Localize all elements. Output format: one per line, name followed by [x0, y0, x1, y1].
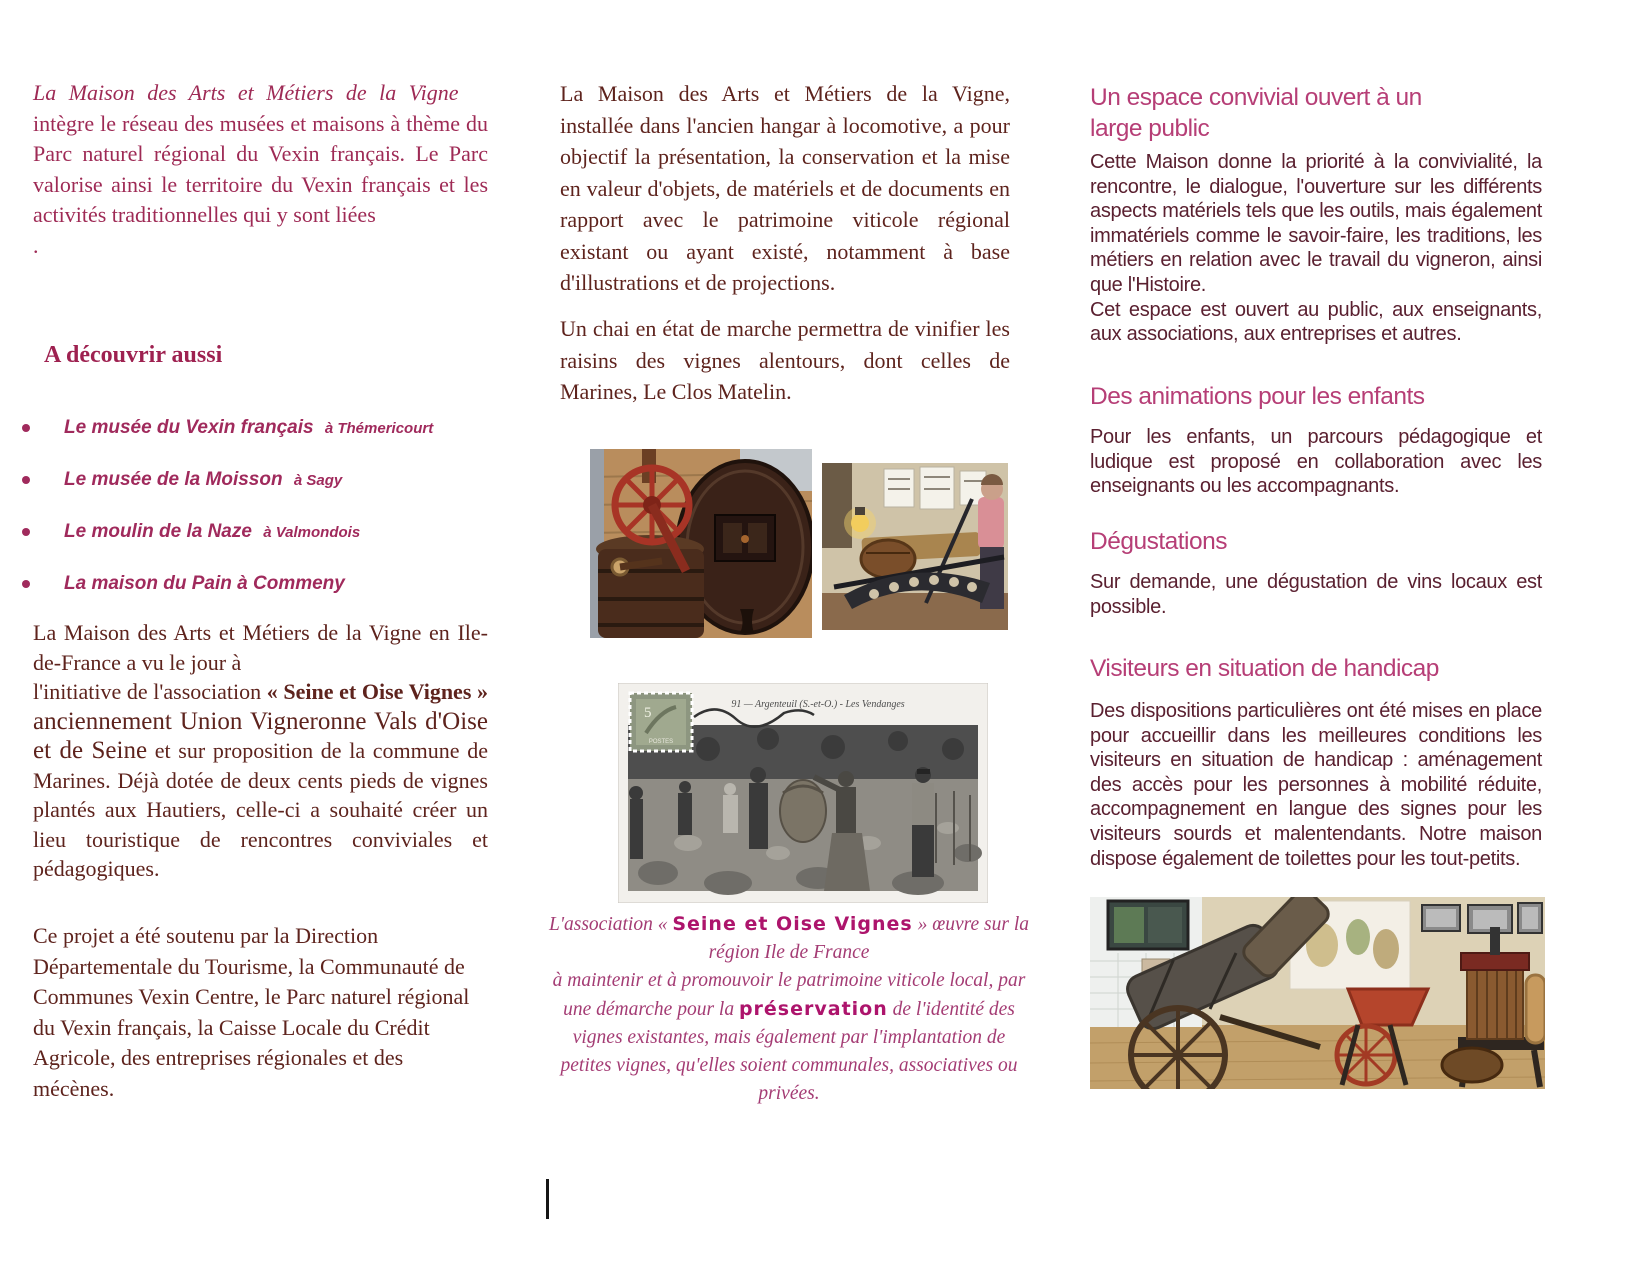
bullet-icon: [22, 476, 30, 484]
chai-paragraph: Un chai en état de marche permettra de vinifier les raisins des vignes alentours, dont celles de Marines, Le Clos Matelin.: [560, 316, 1010, 404]
postcard-title: 91 — Argenteuil (S.-et-O.) - Les Vendanges: [731, 699, 905, 710]
photo-museum-collection-art: [1090, 897, 1545, 1089]
intro-title-italic: La Maison des Arts et Métiers de la Vigne: [33, 80, 459, 105]
intro-text: intègre le réseau des musées et maisons à thème du Parc naturel régional du Vexin français. Le Parc valorise ainsi le territoire du Vexin français et les activités traditionnelles qui y sont liées: [33, 110, 488, 227]
bullet-icon: [22, 580, 30, 588]
history-line2-start: l'initiative de l'association: [33, 679, 267, 704]
list-item-musee-moisson: [22, 468, 484, 493]
postcard-art: [618, 683, 988, 903]
caption-association-name: Seine et Oise Vignes: [672, 913, 913, 935]
association-name-bold: « Seine et Oise Vignes »: [266, 679, 489, 704]
degustations-body: Sur demande, une dégustation de vins locaux est possible.: [1090, 571, 1542, 618]
stray-dot: .: [33, 232, 39, 258]
animations-enfants-body: Pour les enfants, un parcours pédagogique et ludique est proposé en collaboration avec les enseignants ou les accompagnants.: [1090, 426, 1542, 498]
list-item-moulin-naze: [22, 520, 484, 545]
bullet-place: à Sagy: [293, 472, 343, 489]
postcard-vendanges: [618, 683, 988, 903]
caption-part2: » œuvre sur la région Ile de France: [708, 914, 1029, 963]
heading-degustations: Dégustations: [1090, 528, 1228, 555]
discover-list: [22, 416, 484, 624]
caption-part1: L'association «: [548, 914, 673, 935]
espace-convivial-body: [1090, 150, 1542, 347]
espace-body-part2: Cet espace est ouvert au public, aux enseignants, aux associations, aux entreprises et autres.: [1090, 298, 1542, 346]
photo-museum-interior: [822, 463, 1008, 630]
heading-animations-enfants: Des animations pour les enfants: [1090, 383, 1425, 410]
heading-espace-convivial: [1090, 82, 1545, 144]
photo-museum-collection: [1090, 897, 1545, 1089]
photo-wine-press-barrels-art: [590, 449, 812, 638]
heading-espace-line1: Un espace convivial ouvert à un: [1090, 84, 1422, 111]
heading-visiteurs-handicap: Visiteurs en situation de handicap: [1090, 655, 1439, 682]
bullet-label: Le musée de la Moisson: [64, 469, 283, 490]
caption-part4: de l'identité des vignes existantes, mais également par l'implantation de petites vignes, qu'elles soient communales, associatives ou privées.: [560, 999, 1018, 1104]
support-paragraph: Ce projet a été soutenu par la Direction Départementale du Tourisme, la Communauté de Communes Vexin Centre, le Parc naturel régional du Vexin français, la Caisse Locale du Crédit Agricole, des entreprises régionales et des mécènes.: [33, 923, 470, 1101]
caption-part3: à maintenir et à promouvoir le patrimoine viticole local, par une démarche pour la: [552, 970, 1026, 1020]
espace-body-part1: Cette Maison donne la priorité à la convivialité, la rencontre, le dialogue, l'ouverture sur les différents aspects matériels tels que les outils, mais également immatériels comme le savoir-faire, les traditions, les métiers en relation avec le travail du vigneron, ainsi que l'Histoire.: [1090, 151, 1542, 296]
bullet-label: Le moulin de la Naze: [64, 521, 252, 542]
caption-keyword: préservation: [738, 998, 888, 1020]
visiteurs-handicap-body: Des dispositions particulières ont été mises en place pour accueillir dans les meilleures conditions les visiteurs en situation de handicap : aménagement des accès pour les personnes à mobilité réduite, accompagnement en langue des signes pour les visiteurs sourds et malentendants. Notre maison dispose également de toilettes pour les tout-petits.: [1090, 700, 1542, 870]
presentation-paragraph: La Maison des Arts et Métiers de la Vigne, installée dans l'ancien hangar à locomotive, a pour objectif la présentation, la conservation et la mise en valeur d'objets, de matériels et de documents en rapport avec le patrimoine viticole régional existant ou ayant existé, notamment à base d'illustrations et de projections.: [560, 81, 1010, 295]
bullet-icon: [22, 424, 30, 432]
bullet-label: Le musée du Vexin français: [64, 417, 314, 438]
discover-heading: A découvrir aussi: [44, 342, 223, 368]
stamp-label: POSTES: [648, 739, 674, 745]
list-item-maison-pain: [22, 572, 484, 597]
stamp-value: 5: [644, 705, 652, 721]
bullet-icon: [22, 528, 30, 536]
bullet-label: La maison du Pain à Commeny: [64, 573, 345, 594]
intro-paragraph: [33, 78, 488, 261]
bullet-place: à Valmondois: [263, 524, 361, 541]
list-item-musee-vexin: [22, 416, 484, 441]
former-association-name: anciennement Union Vigneronne Vals d'Oise et de Seine: [33, 707, 488, 764]
history-line1: La Maison des Arts et Métiers de la Vigne en Ile-de-France a vu le jour à: [33, 620, 488, 675]
text-cursor: [546, 1179, 549, 1219]
association-caption: [545, 910, 1033, 1108]
photo-museum-interior-art: [822, 463, 1008, 630]
heading-espace-line2: large public: [1090, 115, 1210, 142]
history-paragraph: [33, 618, 488, 884]
photo-wine-press-barrels: [590, 449, 812, 638]
bullet-place: à Thémericourt: [324, 420, 434, 437]
history-rest: et sur proposition de la commune de Marines. Déjà dotée de deux cents pieds de vignes plantés aux Hautiers, celle-ci a souhaité créer un lieu touristique de rencontres conviviales et pédagogiques.: [33, 738, 489, 881]
